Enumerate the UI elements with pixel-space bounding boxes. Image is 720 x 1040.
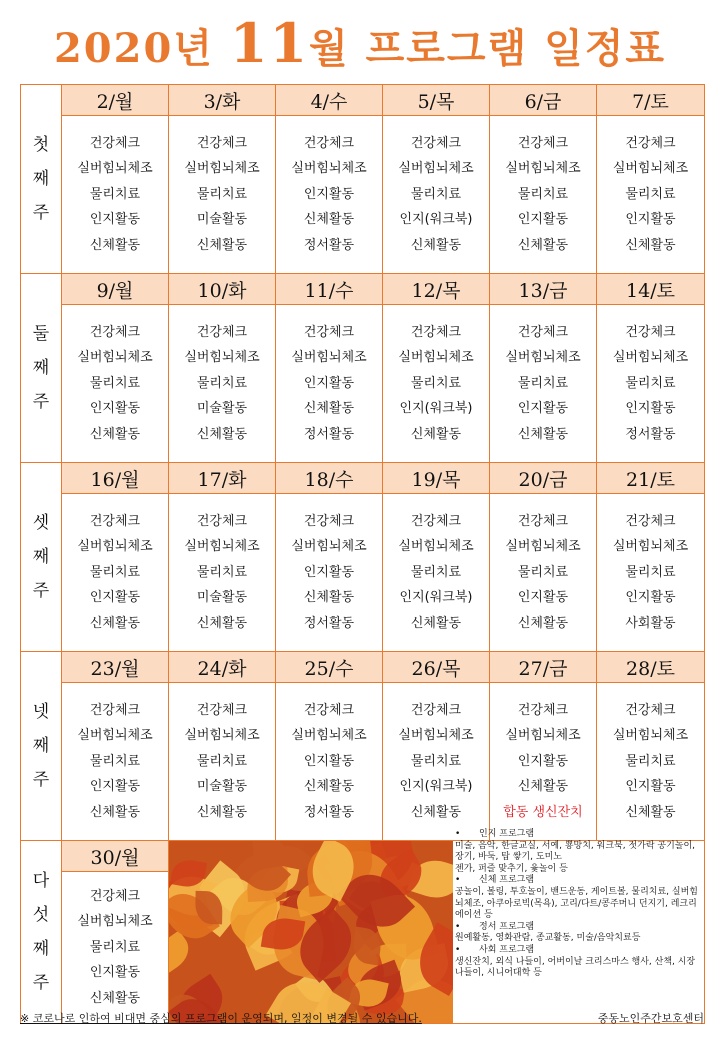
activity-item: 물리치료 <box>625 186 676 202</box>
day-header: 4/수 <box>276 85 383 116</box>
activity-item: 정서활동 <box>303 426 355 442</box>
activity-item: 실버힘뇌체조 <box>77 350 153 366</box>
day-header: 10/화 <box>169 274 276 305</box>
activity-item: 인지활동 <box>517 401 569 417</box>
activity-item: 건강체크 <box>303 135 355 151</box>
day-schedule <box>597 494 705 652</box>
day-header: 14/토 <box>597 274 705 305</box>
activity-item: 물리치료 <box>625 375 676 391</box>
activity-item: 물리치료 <box>517 186 569 202</box>
activity-item: 신체활동 <box>89 426 141 442</box>
day-header: 18/수 <box>276 463 383 494</box>
activity-item: 실버힘뇌체조 <box>612 161 689 177</box>
program-notes <box>455 829 705 980</box>
day-schedule <box>169 494 276 652</box>
activity-item: 건강체크 <box>410 702 462 718</box>
week-label-char: 둘 <box>32 324 50 344</box>
notes-cognitive-text-2: 젠가, 퍼즐 맞추기, 윷놀이 등 <box>455 863 568 874</box>
week-label-char: 째 <box>32 358 50 378</box>
page-title <box>0 8 720 84</box>
activity-item: 인지(워크북) <box>399 779 473 795</box>
day-schedule <box>490 305 597 463</box>
activity-item: 신체활동 <box>89 990 141 1006</box>
week-label-char: 째 <box>32 736 50 756</box>
day-header: 13/금 <box>490 274 597 305</box>
activity-item: 건강체크 <box>625 513 676 529</box>
week-label-char: 주 <box>32 392 50 412</box>
activity-item: 신체활동 <box>410 804 462 820</box>
activity-item: 신체활동 <box>410 237 462 253</box>
day-schedule <box>62 305 169 463</box>
activity-item: 실버힘뇌체조 <box>291 161 367 177</box>
day-header: 19/목 <box>383 463 490 494</box>
activity-item: 물리치료 <box>517 564 569 580</box>
activity-item: 건강체크 <box>303 702 355 718</box>
activity-item: 실버힘뇌체조 <box>612 350 689 366</box>
activity-item: 정서활동 <box>303 237 355 253</box>
activity-item: 실버힘뇌체조 <box>184 161 260 177</box>
day-schedule <box>383 305 490 463</box>
title-suffix: 월 프로그램 일정표 <box>309 25 667 72</box>
activity-item: 정서활동 <box>303 615 355 631</box>
day-header: 2/월 <box>62 85 169 116</box>
activity-item: 신체활동 <box>303 401 355 417</box>
title-year: 2020년 <box>53 25 230 72</box>
day-header: 5/목 <box>383 85 490 116</box>
activity-item: 인지활동 <box>303 375 355 391</box>
day-schedule <box>62 494 169 652</box>
week-label-char: 주 <box>32 973 50 993</box>
activity-item: 실버힘뇌체조 <box>398 350 474 366</box>
week-label <box>21 841 62 1024</box>
activity-item: 인지활동 <box>303 753 355 769</box>
week-label <box>21 652 62 841</box>
activity-item: 실버힘뇌체조 <box>398 161 474 177</box>
day-schedule <box>276 116 383 274</box>
activity-item: 인지활동 <box>625 779 676 795</box>
day-schedule <box>169 116 276 274</box>
activity-item: 물리치료 <box>410 564 462 580</box>
day-header: 21/토 <box>597 463 705 494</box>
activity-item: 건강체크 <box>196 702 248 718</box>
activity-item: 물리치료 <box>89 564 141 580</box>
week-label-char: 넷 <box>32 702 50 722</box>
activity-item: 실버힘뇌체조 <box>77 161 153 177</box>
activity-item: 실버힘뇌체조 <box>612 728 689 744</box>
footer-notice: ※ 코로나로 인하여 비대면 중심의 프로그램이 운영되며, 일정이 변경될 수 있습니다. <box>20 1012 422 1025</box>
activity-item: 실버힘뇌체조 <box>291 539 367 555</box>
activity-item: 실버힘뇌체조 <box>77 728 153 744</box>
activity-item: 신체활동 <box>625 237 676 253</box>
activity-item: 신체활동 <box>410 615 462 631</box>
activity-item: 신체활동 <box>89 615 141 631</box>
notes-cognitive-text: 미술, 음악, 한글교실, 서예, 뿅망치, 워크북, 젓가락 공기놀이, 장기, 바둑, 탑 쌓기, 도미노 <box>455 840 696 863</box>
activity-item: 인지(워크북) <box>399 401 473 417</box>
week-label-char: 주 <box>32 770 50 790</box>
activity-item: 실버힘뇌체조 <box>77 914 153 930</box>
activity-item: 건강체크 <box>196 513 248 529</box>
notes-physical-title: • 신체 프로그램 <box>455 875 705 887</box>
activity-item: 신체활동 <box>196 237 248 253</box>
activity-item: 건강체크 <box>625 324 676 340</box>
day-schedule <box>276 494 383 652</box>
day-header: 26/목 <box>383 652 490 683</box>
day-header: 28/토 <box>597 652 705 683</box>
activity-item: 미술활동 <box>196 401 248 417</box>
activity-item: 인지(워크북) <box>399 590 473 606</box>
activity-item: 인지활동 <box>303 564 355 580</box>
day-schedule <box>383 494 490 652</box>
activity-item: 건강체크 <box>303 324 355 340</box>
week-label-char: 첫 <box>32 135 50 155</box>
day-schedule <box>276 305 383 463</box>
notes-physical-text: 공놀이, 볼링, 투호놀이, 밴드운동, 게이트볼, 물리치료, 실버힘뇌체조, 아쿠아로빅(목욕), 고리/다트/콩주머니 던지기, 레크리에이션 등 <box>455 886 698 921</box>
autumn-leaves-picture <box>169 841 453 1023</box>
highlight-activity: 합동 생신잔치 <box>503 804 583 820</box>
week-label-char: 째 <box>32 547 50 567</box>
week-label-char: 주 <box>32 581 50 601</box>
week-label-char: 섯 <box>32 905 50 925</box>
activity-item: 물리치료 <box>89 753 141 769</box>
activity-item: 건강체크 <box>517 513 569 529</box>
week-label-char: 주 <box>32 203 50 223</box>
day-schedule <box>169 683 276 841</box>
activity-item: 물리치료 <box>196 186 248 202</box>
day-schedule <box>490 116 597 274</box>
activity-item: 건강체크 <box>410 324 462 340</box>
activity-item: 건강체크 <box>410 135 462 151</box>
day-header: 24/화 <box>169 652 276 683</box>
activity-item: 물리치료 <box>410 186 462 202</box>
activity-item: 건강체크 <box>517 702 569 718</box>
activity-item: 물리치료 <box>196 753 248 769</box>
activity-item: 건강체크 <box>89 324 141 340</box>
activity-item: 건강체크 <box>89 702 141 718</box>
activity-item: 인지활동 <box>625 590 676 606</box>
activity-item: 실버힘뇌체조 <box>77 539 153 555</box>
activity-item: 물리치료 <box>196 375 248 391</box>
notes-social-title: • 사회 프로그램 <box>455 945 705 957</box>
activity-item: 정서활동 <box>303 804 355 820</box>
title-month: 11 <box>229 11 310 75</box>
activity-item: 실버힘뇌체조 <box>505 161 581 177</box>
week-label <box>21 274 62 463</box>
day-header: 3/화 <box>169 85 276 116</box>
activity-item: 건강체크 <box>196 135 248 151</box>
activity-item: 건강체크 <box>625 702 676 718</box>
activity-item: 신체활동 <box>303 212 355 228</box>
activity-item: 실버힘뇌체조 <box>505 539 581 555</box>
day-schedule <box>383 116 490 274</box>
day-schedule <box>490 683 597 841</box>
activity-item: 신체활동 <box>89 804 141 820</box>
activity-item: 물리치료 <box>517 375 569 391</box>
day-header: 30/월 <box>62 841 169 872</box>
week-label <box>21 463 62 652</box>
day-header: 17/화 <box>169 463 276 494</box>
activity-item: 실버힘뇌체조 <box>184 350 260 366</box>
activity-item: 물리치료 <box>89 375 141 391</box>
activity-item: 신체활동 <box>517 779 569 795</box>
activity-item: 건강체크 <box>303 513 355 529</box>
day-header: 16/월 <box>62 463 169 494</box>
activity-item: 건강체크 <box>625 135 676 151</box>
activity-item: 물리치료 <box>410 753 462 769</box>
activity-item: 인지활동 <box>89 212 141 228</box>
day-header: 7/토 <box>597 85 705 116</box>
activity-item: 인지활동 <box>625 212 676 228</box>
activity-item: 실버힘뇌체조 <box>184 728 260 744</box>
activity-item: 실버힘뇌체조 <box>398 539 474 555</box>
activity-item: 물리치료 <box>196 564 248 580</box>
activity-item: 물리치료 <box>625 753 676 769</box>
notes-cognitive-title: • 인지 프로그램 <box>455 829 705 841</box>
activity-item: 미술활동 <box>196 212 248 228</box>
activity-item: 건강체크 <box>517 135 569 151</box>
week-label <box>21 85 62 274</box>
activity-item: 인지활동 <box>517 212 569 228</box>
activity-item: 인지활동 <box>303 186 355 202</box>
week-label-char: 다 <box>32 871 50 891</box>
notes-emotional-text: 원예활동, 영화관람, 종교활동, 미술/음악치료등 <box>455 933 641 944</box>
activity-item: 신체활동 <box>517 426 569 442</box>
day-schedule <box>62 872 169 1024</box>
activity-item: 건강체크 <box>89 888 141 904</box>
activity-item: 신체활동 <box>89 237 141 253</box>
activity-item: 물리치료 <box>625 564 676 580</box>
activity-item: 신체활동 <box>517 615 569 631</box>
activity-item: 사회활동 <box>625 615 676 631</box>
day-schedule <box>62 683 169 841</box>
activity-item: 건강체크 <box>89 135 141 151</box>
activity-item: 인지활동 <box>89 779 141 795</box>
day-schedule <box>597 305 705 463</box>
day-header: 27/금 <box>490 652 597 683</box>
activity-item: 실버힘뇌체조 <box>612 539 689 555</box>
activity-item: 신체활동 <box>196 426 248 442</box>
day-schedule <box>62 116 169 274</box>
activity-item: 실버힘뇌체조 <box>184 539 260 555</box>
activity-item: 신체활동 <box>410 426 462 442</box>
activity-item: 인지활동 <box>517 753 569 769</box>
activity-item: 물리치료 <box>410 375 462 391</box>
activity-item: 건강체크 <box>89 513 141 529</box>
activity-item: 물리치료 <box>89 939 141 955</box>
week-label-char: 째 <box>32 169 50 189</box>
day-header: 20/금 <box>490 463 597 494</box>
week-label-char: 셋 <box>32 513 50 533</box>
activity-item: 신체활동 <box>303 590 355 606</box>
activity-item: 인지활동 <box>517 590 569 606</box>
day-header: 6/금 <box>490 85 597 116</box>
activity-item: 인지활동 <box>89 401 141 417</box>
activity-item: 인지활동 <box>89 965 141 981</box>
activity-item: 실버힘뇌체조 <box>291 728 367 744</box>
activity-item: 인지(워크북) <box>399 212 473 228</box>
day-header: 12/목 <box>383 274 490 305</box>
day-schedule <box>276 683 383 841</box>
activity-item: 실버힘뇌체조 <box>398 728 474 744</box>
day-schedule <box>169 305 276 463</box>
activity-item: 건강체크 <box>196 324 248 340</box>
activity-item: 실버힘뇌체조 <box>505 728 581 744</box>
activity-item: 미술활동 <box>196 779 248 795</box>
activity-item: 인지활동 <box>625 401 676 417</box>
activity-item: 신체활동 <box>303 779 355 795</box>
activity-item: 미술활동 <box>196 590 248 606</box>
day-schedule <box>597 116 705 274</box>
notes-social-text: 생신잔치, 외식 나들이, 어버이날 크리스마스 행사, 산책, 시장 나들이, 시니어대학 등 <box>455 956 696 979</box>
day-header: 23/월 <box>62 652 169 683</box>
activity-item: 신체활동 <box>625 804 676 820</box>
activity-item: 실버힘뇌체조 <box>291 350 367 366</box>
activity-item: 정서활동 <box>625 426 676 442</box>
day-schedule <box>383 683 490 841</box>
notes-emotional-title: • 정서 프로그램 <box>455 922 705 934</box>
footer-center-name: 중동노인주간보호센터 <box>597 1012 704 1025</box>
activity-item: 건강체크 <box>517 324 569 340</box>
activity-item: 건강체크 <box>410 513 462 529</box>
day-header: 11/수 <box>276 274 383 305</box>
day-schedule <box>490 494 597 652</box>
activity-item: 물리치료 <box>89 186 141 202</box>
activity-item: 신체활동 <box>196 804 248 820</box>
week-label-char: 째 <box>32 939 50 959</box>
day-header: 25/수 <box>276 652 383 683</box>
activity-item: 실버힘뇌체조 <box>505 350 581 366</box>
day-header: 9/월 <box>62 274 169 305</box>
day-schedule <box>597 683 705 841</box>
activity-item: 신체활동 <box>517 237 569 253</box>
activity-item: 신체활동 <box>196 615 248 631</box>
activity-item: 인지활동 <box>89 590 141 606</box>
